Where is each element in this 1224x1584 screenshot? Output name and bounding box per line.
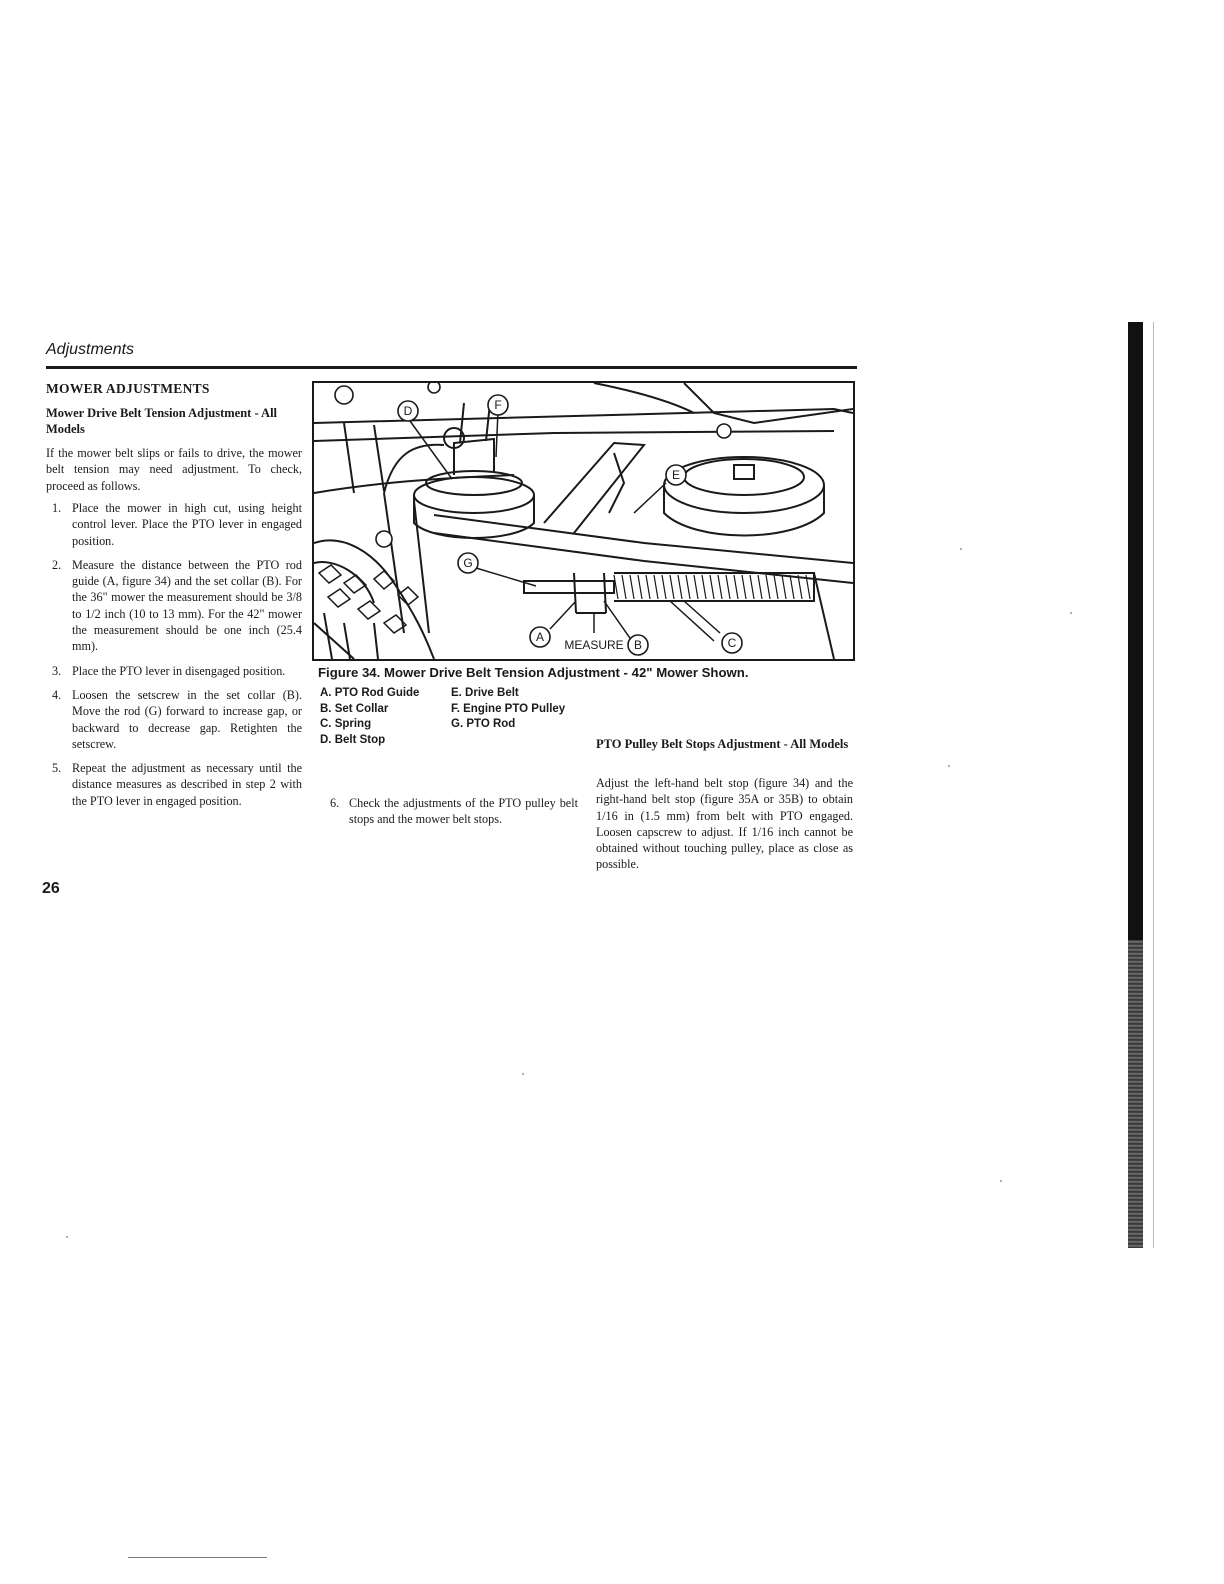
step-text: Measure the distance between the PTO rod guide (A, figure 34) and the set collar (B). For the 36" mower the measurement should be 3/8 to 1/2 inch (10 to 13 mm). For the 42" mower the measurement should be one inch (25.4 mm).	[72, 557, 302, 654]
step-text: Place the mower in high cut, using height control lever. Place the PTO lever in engaged position.	[72, 501, 302, 548]
figure-legend	[320, 686, 620, 748]
callout-d: D	[403, 404, 413, 418]
scan-speck	[948, 765, 950, 767]
step-number: 2.	[52, 557, 62, 572]
legend-item: D. Belt Stop	[320, 733, 386, 746]
page-number: 26	[42, 880, 60, 897]
measure-label: MEASURE	[564, 638, 624, 652]
main-heading: MOWER ADJUSTMENTS	[46, 381, 210, 396]
callout-b: B	[633, 638, 643, 652]
scan-edge-texture	[1128, 940, 1143, 1248]
scan-speck	[522, 1073, 524, 1075]
legend-item: F. Engine PTO Pulley	[451, 702, 566, 715]
scan-edge-line	[1153, 322, 1154, 1248]
belt-tension-steps	[46, 500, 302, 817]
step-item	[46, 557, 302, 655]
belt-tension-intro: If the mower belt slips or fails to drive, the mower belt tension may need adjustment. To check, proceed as follows.	[46, 446, 302, 493]
step-item	[46, 760, 302, 809]
scan-mark-line	[128, 1557, 267, 1558]
leader-lines	[410, 411, 720, 641]
figure-caption: Figure 34. Mower Drive Belt Tension Adjustment - 42" Mower Shown.	[318, 665, 749, 680]
legend-item: A. PTO Rod Guide	[320, 687, 420, 699]
scan-speck	[66, 1236, 68, 1238]
callout-f: F	[494, 398, 502, 412]
step-number: 6.	[330, 796, 340, 810]
step-number: 4.	[52, 687, 62, 702]
scan-speck	[960, 548, 962, 550]
step-number: 3.	[52, 663, 62, 678]
legend-item: B. Set Collar	[320, 702, 389, 715]
step-text: Loosen the setscrew in the set collar (B). Move the rod (G) forward to increase gap, or backward to decrease gap. Retighten the setscrew.	[72, 687, 302, 751]
pto-stops-heading: PTO Pulley Belt Stops Adjustment - All Models	[596, 737, 849, 751]
scan-speck	[1070, 612, 1072, 614]
section-title: Adjustments	[46, 341, 135, 358]
spring-coils	[614, 575, 810, 599]
legend-item: E. Drive Belt	[451, 687, 519, 699]
figure-34-illustration	[312, 381, 855, 661]
step-text: Repeat the adjustment as necessary until the distance measures as described in step 2 with the PTO lever in engaged position.	[72, 761, 302, 808]
callout-c: C	[727, 636, 737, 650]
callout-e: E	[671, 468, 681, 482]
belt-tension-heading: Mower Drive Belt Tension Adjustment - All Models	[46, 406, 278, 436]
step-number: 5.	[52, 761, 62, 776]
scan-speck	[1000, 1180, 1002, 1182]
legend-item: C. Spring	[320, 718, 372, 730]
callout-g: G	[463, 556, 473, 570]
step-item	[46, 663, 302, 679]
step-item	[330, 795, 578, 828]
header-rule	[46, 366, 857, 369]
step-text: Place the PTO lever in disengaged position.	[72, 663, 286, 678]
step-number: 1.	[52, 501, 62, 515]
mower-drive-drawing	[314, 383, 853, 659]
pto-stops-text: Adjust the left-hand belt stop (figure 34) and the right-hand belt stop (figure 35A or 35B) to obtain 1/16 in (1.5 mm) from belt with PTO engaged. Loosen capscrew to adjust. If 1/16 inch cannot be obtained without touching pulley, place as close as possible.	[596, 776, 853, 872]
step-item	[46, 687, 302, 752]
callout-a: A	[535, 630, 545, 644]
step-item	[46, 500, 302, 549]
step-text: Check the adjustments of the PTO pulley belt stops and the mower belt stops.	[349, 796, 578, 827]
legend-item: G. PTO Rod	[451, 718, 516, 730]
